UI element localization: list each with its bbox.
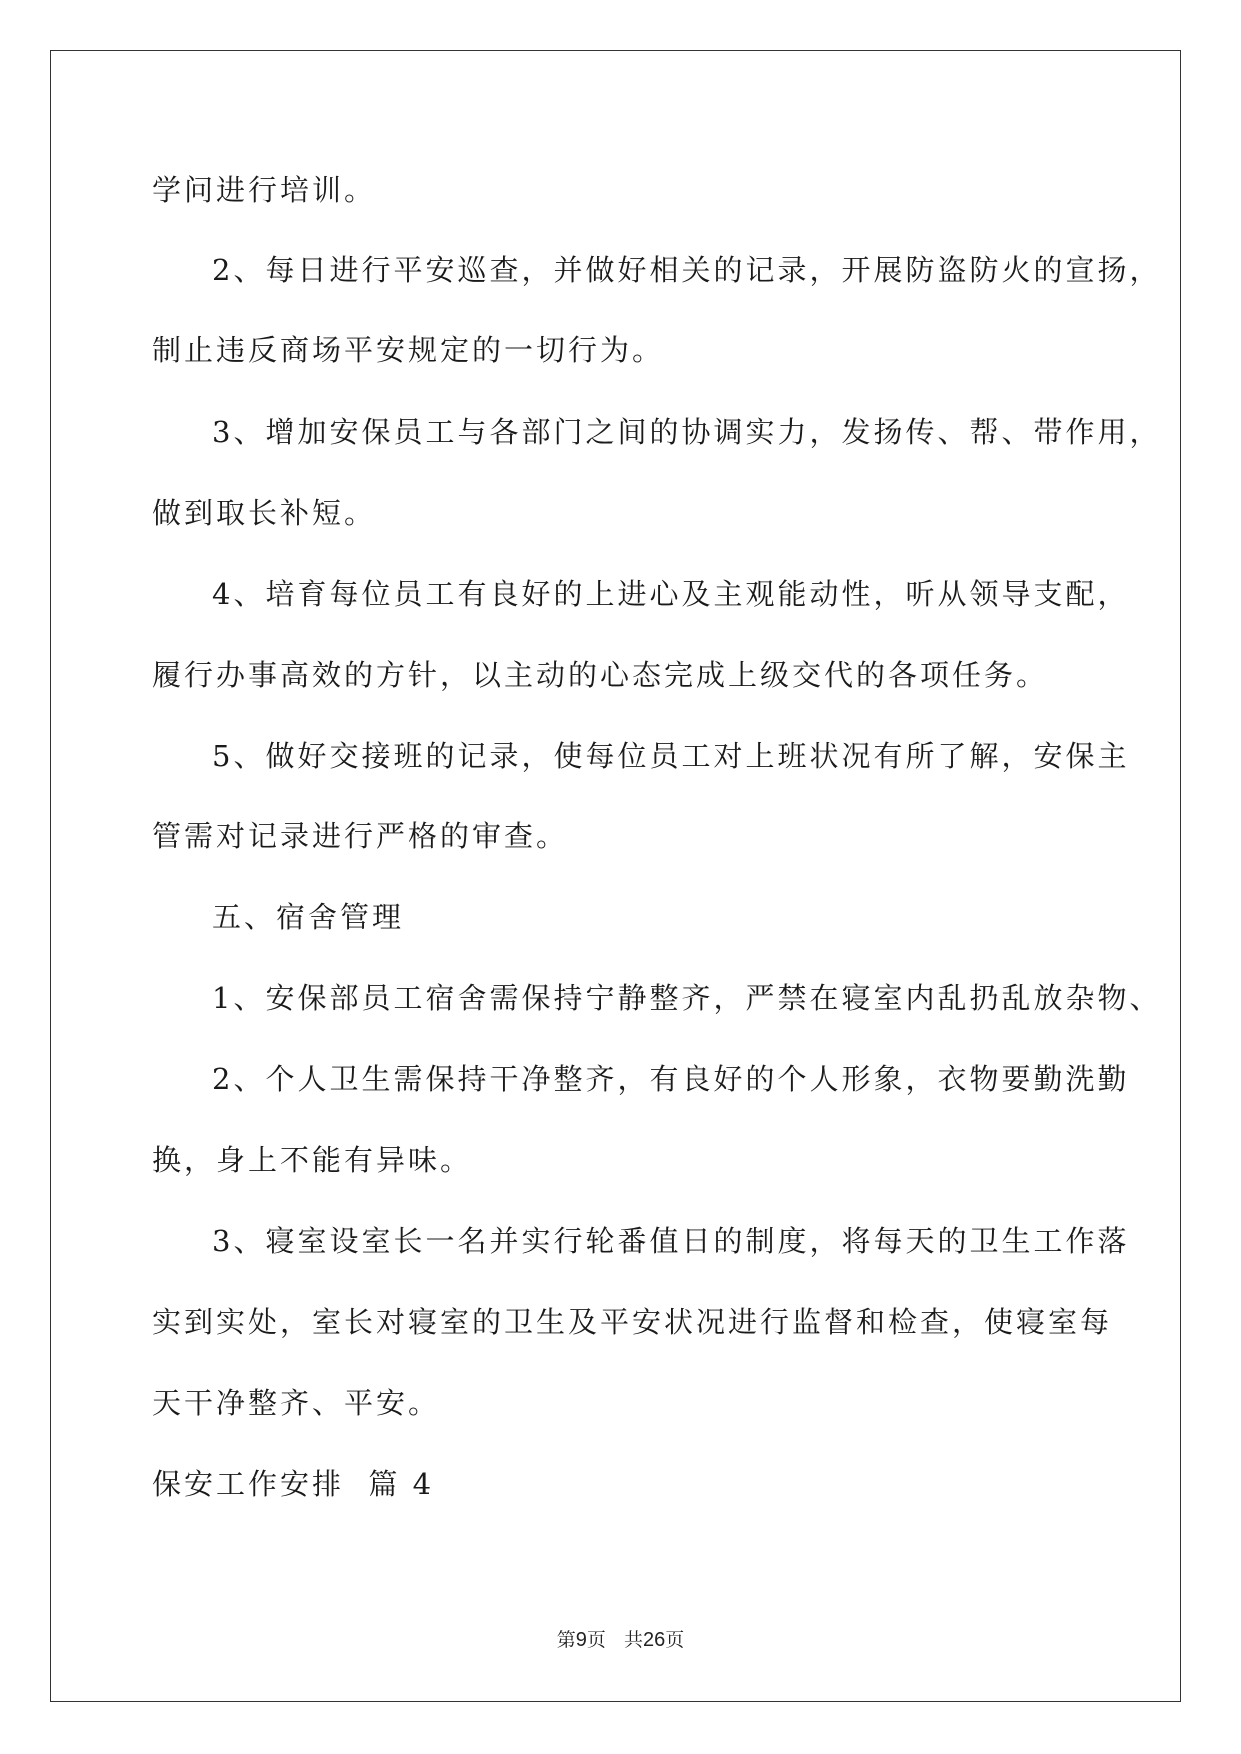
page-footer (0, 1628, 1241, 1652)
page-border (50, 50, 1181, 1702)
section-heading: 五、宿舍管理 (212, 900, 405, 934)
text-line: 3、寝室设室长一名并实行轮番值日的制度，将每天的卫生工作落 (212, 1224, 1130, 1258)
text-line: 学问进行培训。 (152, 173, 377, 207)
text-line: 实到实处，室长对寝室的卫生及平安状况进行监督和检查，使寝室每 (152, 1305, 1113, 1339)
text-line: 4、培育每位员工有良好的上进心及主观能动性，听从领导支配， (212, 577, 1130, 611)
text-line: 管需对记录进行严格的审查。 (152, 819, 569, 853)
total-suffix: 页 (665, 1629, 685, 1651)
text-line: 履行办事高效的方针，以主动的心态完成上级交代的各项任务。 (152, 658, 1049, 692)
text-line: 3、增加安保员工与各部门之间的协调实力，发扬传、帮、带作用， (212, 415, 1162, 449)
page-suffix: 页 (586, 1629, 606, 1651)
text-line: 2、每日进行平安巡查，并做好相关的记录，开展防盗防火的宣扬， (212, 253, 1162, 287)
text-line: 5、做好交接班的记录，使每位员工对上班状况有所了解，安保主 (212, 739, 1130, 773)
total-prefix: 共 (623, 1629, 643, 1651)
total-pages: 26 (642, 1629, 666, 1651)
page-prefix: 第 (556, 1629, 576, 1651)
text-line: 制止违反商场平安规定的一切行为。 (152, 333, 665, 367)
page-number: 9 (575, 1629, 587, 1651)
text-line: 做到取长补短。 (152, 496, 377, 530)
text-line: 天干净整齐、平安。 (152, 1386, 441, 1420)
text-line: 1、安保部员工宿舍需保持宁静整齐，严禁在寝室内乱扔乱放杂物、 (212, 981, 1162, 1015)
text-line: 2、个人卫生需保持干净整齐，有良好的个人形象，衣物要勤洗勤 (212, 1062, 1130, 1096)
article-heading: 保安工作安排 篇 4 (152, 1467, 435, 1501)
text-line: 换，身上不能有异味。 (152, 1143, 473, 1177)
